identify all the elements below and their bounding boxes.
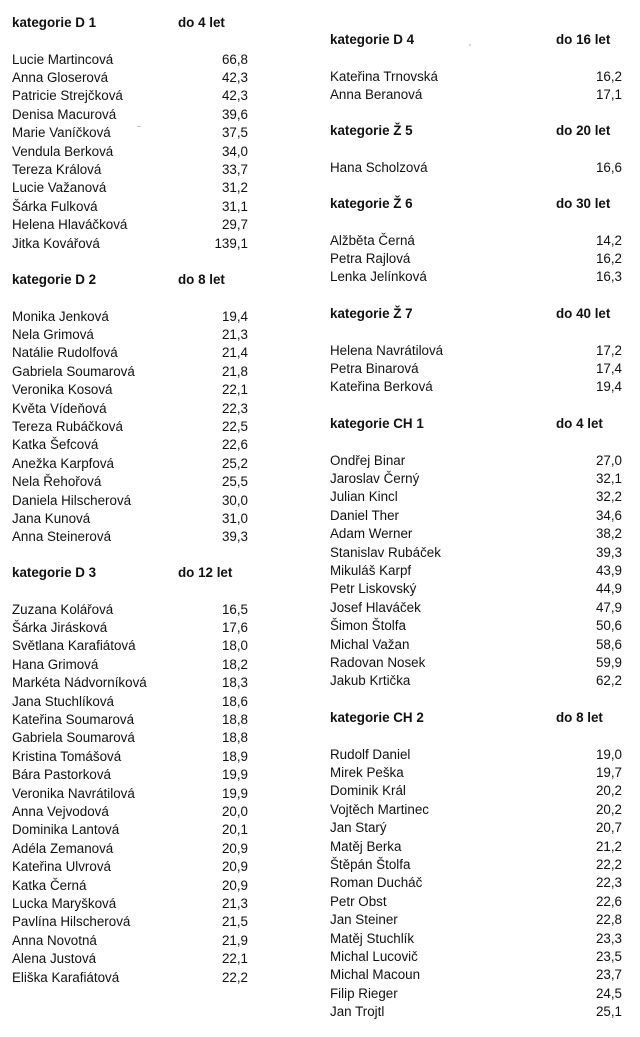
result-row <box>326 470 622 488</box>
category-title: kategorie CH 2 <box>330 710 424 725</box>
competitor-time: 19,9 <box>221 785 248 801</box>
competitor-time: 20,9 <box>221 877 248 893</box>
competitor-name: Mikuláš Karpf <box>330 563 412 578</box>
result-row <box>8 895 248 913</box>
competitor-name: Helena Hlaváčková <box>12 217 128 233</box>
category-header <box>326 31 622 49</box>
competitor-time: 23,7 <box>595 967 622 983</box>
competitor-name: Petr Obst <box>330 893 387 909</box>
competitor-time: 16,2 <box>595 68 622 84</box>
result-row <box>326 507 622 525</box>
competitor-name: Nela Grimová <box>12 327 94 342</box>
result-row <box>8 674 248 692</box>
category-header <box>326 709 622 727</box>
category-age-limit: do 4 let <box>178 15 225 30</box>
competitor-name: Hana Grimová <box>12 656 99 672</box>
result-row <box>326 948 622 966</box>
category-age-limit: do 12 let <box>178 565 233 580</box>
result-row <box>8 877 248 895</box>
competitor-time: 17,1 <box>595 87 622 102</box>
result-row <box>326 1003 622 1021</box>
result-row <box>326 342 622 360</box>
competitor-name: Petra Binarová <box>330 361 419 376</box>
competitor-time: 32,1 <box>595 471 622 486</box>
competitor-time: 31,0 <box>221 511 248 526</box>
category-age-limit: do 40 let <box>556 306 611 321</box>
category-age-limit: do 8 let <box>178 272 225 287</box>
competitor-name: Jan Trojtl <box>330 1004 385 1020</box>
competitor-name: Denisa Macurová <box>12 106 117 122</box>
competitor-time: 22,1 <box>221 382 248 398</box>
competitor-name: Matěj Stuchlík <box>330 930 415 946</box>
result-row <box>8 840 248 858</box>
competitor-time: 21,8 <box>221 363 248 379</box>
competitor-time: 21,2 <box>595 838 622 854</box>
competitor-time: 38,2 <box>595 526 622 542</box>
competitor-time: 58,6 <box>595 636 622 652</box>
result-row <box>8 87 248 105</box>
result-row <box>8 858 248 876</box>
competitor-time: 50,6 <box>595 618 622 634</box>
result-row <box>326 985 622 1003</box>
result-row <box>326 617 622 635</box>
competitor-name: Michal Macoun <box>330 967 421 983</box>
competitor-time: 39,3 <box>595 544 622 560</box>
competitor-time: 25,2 <box>221 455 248 471</box>
competitor-time: 44,9 <box>595 581 622 597</box>
competitor-time: 23,3 <box>595 930 622 946</box>
competitor-time: 19,4 <box>221 308 248 324</box>
result-row <box>8 637 248 655</box>
competitor-time: 18,9 <box>221 748 248 764</box>
competitor-time: 37,5 <box>221 125 248 141</box>
competitor-time: 18,0 <box>221 638 248 654</box>
competitor-time: 22,3 <box>595 875 622 891</box>
competitor-name: Hana Scholzová <box>330 159 428 175</box>
competitor-time: 16,6 <box>595 159 622 175</box>
category-title: kategorie Ž 6 <box>330 196 413 211</box>
result-row <box>326 562 622 580</box>
competitor-time: 20,9 <box>221 859 248 875</box>
result-row <box>326 599 622 617</box>
result-row <box>326 159 622 177</box>
competitor-name: Helena Navrátilová <box>330 342 444 358</box>
competitor-time: 16,5 <box>221 601 248 617</box>
result-row <box>8 69 248 87</box>
result-row <box>8 436 248 454</box>
result-row <box>326 580 622 598</box>
competitor-name: Anna Vejvodová <box>12 804 109 819</box>
competitor-time: 14,2 <box>595 232 622 248</box>
competitor-time: 34,0 <box>221 143 248 159</box>
competitor-name: Tereza Králová <box>12 162 102 177</box>
result-row <box>8 693 248 711</box>
competitor-name: Tereza Rubáčková <box>12 419 123 434</box>
competitor-time: 22,2 <box>595 857 622 872</box>
result-row <box>326 232 622 250</box>
result-row <box>8 766 248 784</box>
competitor-name: Julian Kincl <box>330 489 398 505</box>
result-row <box>326 746 622 764</box>
result-row <box>8 106 248 124</box>
category-age-limit: do 20 let <box>556 123 611 138</box>
competitor-time: 27,0 <box>595 452 622 468</box>
scan-dot <box>469 44 471 46</box>
result-row <box>8 528 248 546</box>
result-row <box>326 838 622 856</box>
result-row <box>326 68 622 86</box>
competitor-name: Ondřej Binar <box>330 452 406 468</box>
result-row <box>8 473 248 491</box>
result-row <box>326 378 622 396</box>
result-row <box>326 488 622 506</box>
competitor-name: Daniel Ther <box>330 507 399 523</box>
competitor-time: 25,1 <box>595 1004 622 1020</box>
category-title: kategorie Ž 7 <box>330 306 413 321</box>
competitor-name: Petr Liskovský <box>330 581 417 597</box>
category-age-limit: do 8 let <box>556 710 603 725</box>
category-title: kategorie D 4 <box>330 32 415 47</box>
result-row <box>8 418 248 436</box>
competitor-name: Patricie Strejčková <box>12 88 123 104</box>
result-row <box>8 198 248 216</box>
competitor-time: 16,3 <box>595 269 622 285</box>
competitor-name: Alena Justová <box>12 951 97 967</box>
competitor-time: 34,6 <box>595 507 622 523</box>
category-title: kategorie D 2 <box>12 272 97 287</box>
competitor-time: 20,2 <box>595 783 622 799</box>
category-header <box>326 415 622 433</box>
competitor-name: Mirek Peška <box>330 765 404 780</box>
competitor-name: Anna Gloserová <box>12 70 109 85</box>
result-row <box>326 250 622 268</box>
competitor-time: 32,2 <box>595 489 622 505</box>
competitor-time: 18,8 <box>221 712 248 727</box>
competitor-name: Jana Stuchlíková <box>12 693 114 709</box>
competitor-name: Josef Hlaváček <box>330 599 421 615</box>
category-title: kategorie CH 1 <box>330 416 424 431</box>
category-header <box>8 271 248 289</box>
competitor-name: Lucka Maryšková <box>12 896 117 911</box>
competitor-name: Alžběta Černá <box>330 232 415 248</box>
result-row <box>326 930 622 948</box>
competitor-time: 18,2 <box>221 656 248 672</box>
competitor-name: Zuzana Kolářová <box>12 601 114 617</box>
result-row <box>326 268 622 286</box>
competitor-time: 42,3 <box>221 70 248 85</box>
competitor-time: 22,2 <box>221 969 248 985</box>
competitor-name: Dominik Král <box>330 783 406 799</box>
competitor-name: Anežka Karpfová <box>12 455 114 471</box>
competitor-time: 19,7 <box>595 765 622 780</box>
result-row <box>326 764 622 782</box>
competitor-name: Natálie Rudolfová <box>12 345 118 361</box>
result-row <box>8 932 248 950</box>
competitor-time: 19,9 <box>221 767 248 783</box>
competitor-time: 22,6 <box>595 893 622 909</box>
competitor-name: Rudolf Daniel <box>330 746 411 762</box>
competitor-time: 21,5 <box>221 914 248 930</box>
competitor-time: 21,4 <box>221 345 248 361</box>
result-row <box>8 235 248 253</box>
competitor-name: Šimon Štolfa <box>330 618 406 634</box>
competitor-time: 21,3 <box>221 896 248 911</box>
category-age-limit: do 4 let <box>556 416 603 431</box>
result-row <box>326 966 622 984</box>
competitor-time: 29,7 <box>221 217 248 233</box>
result-row <box>8 969 248 987</box>
competitor-time: 47,9 <box>595 599 622 615</box>
competitor-time: 22,5 <box>221 419 248 434</box>
competitor-name: Filip Rieger <box>330 985 398 1001</box>
competitor-name: Kateřina Trnovská <box>330 68 438 84</box>
competitor-name: Katka Černá <box>12 877 87 893</box>
competitor-name: Stanislav Rubáček <box>330 544 441 560</box>
competitor-time: 30,0 <box>221 492 248 508</box>
competitor-time: 16,2 <box>595 251 622 266</box>
competitor-name: Petra Rajlová <box>330 251 411 266</box>
result-row <box>326 819 622 837</box>
result-row <box>326 636 622 654</box>
result-row <box>8 821 248 839</box>
competitor-name: Adam Werner <box>330 526 413 542</box>
competitor-name: Bára Pastorková <box>12 767 111 783</box>
result-row <box>8 619 248 637</box>
competitor-time: 22,1 <box>221 951 248 967</box>
competitor-time: 20,2 <box>595 801 622 817</box>
competitor-time: 25,5 <box>221 474 248 490</box>
competitor-name: Michal Lucovič <box>330 949 418 964</box>
competitor-name: Kateřina Soumarová <box>12 712 135 727</box>
competitor-name: Michal Važan <box>330 636 410 652</box>
competitor-name: Šárka Fulková <box>12 198 98 214</box>
result-row <box>8 326 248 344</box>
category-header <box>326 195 622 213</box>
competitor-name: Roman Ducháč <box>330 875 423 891</box>
competitor-time: 59,9 <box>595 655 622 670</box>
category-title: kategorie D 1 <box>12 15 97 30</box>
competitor-time: 39,6 <box>221 106 248 122</box>
result-row <box>326 452 622 470</box>
competitor-name: Jaroslav Černý <box>330 471 420 486</box>
competitor-name: Vendula Berková <box>12 143 114 159</box>
result-row <box>326 86 622 104</box>
result-row <box>8 711 248 729</box>
competitor-name: Radovan Nosek <box>330 655 426 670</box>
result-row <box>326 782 622 800</box>
competitor-time: 139,1 <box>214 235 248 251</box>
result-row <box>8 510 248 528</box>
competitor-name: Šárka Jirásková <box>12 620 108 635</box>
result-row <box>8 400 248 418</box>
competitor-time: 19,4 <box>595 379 622 395</box>
competitor-time: 20,7 <box>595 820 622 836</box>
result-row <box>8 601 248 619</box>
competitor-time: 22,6 <box>221 437 248 453</box>
competitor-name: Světlana Karafiátová <box>12 638 136 654</box>
competitor-time: 20,1 <box>221 822 248 838</box>
result-row <box>8 785 248 803</box>
competitor-time: 31,1 <box>221 198 248 214</box>
competitor-time: 21,9 <box>221 932 248 948</box>
result-row <box>8 492 248 510</box>
competitor-name: Jan Steiner <box>330 912 398 928</box>
category-header <box>326 305 622 323</box>
competitor-time: 20,9 <box>221 840 248 856</box>
category-header <box>8 14 248 32</box>
result-row <box>8 381 248 399</box>
competitor-time: 17,6 <box>221 620 248 635</box>
competitor-name: Gabriela Soumarová <box>12 730 135 746</box>
competitor-name: Anna Steinerová <box>12 529 112 545</box>
result-row <box>326 654 622 672</box>
competitor-name: Anna Novotná <box>12 932 97 948</box>
competitor-name: Lucie Martincová <box>12 51 114 67</box>
competitor-name: Veronika Kosová <box>12 382 113 398</box>
competitor-name: Daniela Hilscherová <box>12 492 132 508</box>
result-row <box>8 161 248 179</box>
competitor-time: 18,6 <box>221 693 248 709</box>
competitor-name: Nela Řehořová <box>12 474 102 490</box>
result-row <box>326 544 622 562</box>
result-row <box>8 308 248 326</box>
result-row <box>8 179 248 197</box>
competitor-time: 22,3 <box>221 400 248 416</box>
competitor-time: 62,2 <box>595 673 622 689</box>
competitor-name: Eliška Karafiátová <box>12 969 120 985</box>
competitor-name: Jitka Kovářová <box>12 235 100 251</box>
competitor-time: 19,0 <box>595 746 622 762</box>
competitor-name: Pavlína Hilscherová <box>12 914 131 930</box>
competitor-name: Jana Kunová <box>12 511 91 526</box>
result-row <box>326 801 622 819</box>
competitor-name: Kristina Tomášová <box>12 748 122 764</box>
competitor-time: 33,7 <box>221 162 248 177</box>
category-title: kategorie D 3 <box>12 565 97 580</box>
result-row <box>8 950 248 968</box>
result-row <box>8 363 248 381</box>
competitor-time: 39,3 <box>221 529 248 545</box>
result-row <box>8 51 248 69</box>
result-row <box>8 143 248 161</box>
competitor-name: Matěj Berka <box>330 838 402 854</box>
result-row <box>8 216 248 234</box>
competitor-name: Lenka Jelínková <box>330 269 427 285</box>
competitor-time: 17,4 <box>595 361 622 376</box>
competitor-name: Gabriela Soumarová <box>12 363 135 379</box>
category-header <box>326 122 622 140</box>
result-row <box>8 748 248 766</box>
competitor-name: Kateřina Berková <box>330 379 433 395</box>
category-age-limit: do 30 let <box>556 196 611 211</box>
competitor-time: 17,2 <box>595 342 622 358</box>
result-row <box>326 360 622 378</box>
competitor-name: Veronika Navrátilová <box>12 785 135 801</box>
competitor-time: 24,5 <box>595 985 622 1001</box>
result-row <box>8 124 248 142</box>
competitor-name: Vojtěch Martinec <box>330 801 429 817</box>
scan-mark <box>137 126 141 127</box>
competitor-name: Adéla Zemanová <box>12 840 114 856</box>
result-row <box>326 856 622 874</box>
competitor-name: Jakub Krtička <box>330 673 411 689</box>
competitor-time: 66,8 <box>221 51 248 67</box>
result-row <box>326 525 622 543</box>
competitor-name: Markéta Nádvorníková <box>12 675 147 691</box>
competitor-name: Květa Vídeňová <box>12 400 107 416</box>
result-row <box>8 656 248 674</box>
result-row <box>326 893 622 911</box>
competitor-name: Marie Vaníčková <box>12 125 111 141</box>
result-row <box>326 672 622 690</box>
competitor-time: 21,3 <box>221 327 248 342</box>
competitor-name: Štěpán Štolfa <box>330 857 411 872</box>
result-row <box>326 874 622 892</box>
competitor-time: 20,0 <box>221 804 248 819</box>
category-title: kategorie Ž 5 <box>330 123 413 138</box>
result-row <box>8 913 248 931</box>
result-row <box>8 344 248 362</box>
competitor-time: 22,8 <box>595 912 622 928</box>
competitor-time: 23,5 <box>595 949 622 964</box>
competitor-time: 31,2 <box>221 180 248 196</box>
competitor-name: Lucie Važanová <box>12 180 107 196</box>
competitor-name: Katka Šefcová <box>12 437 99 453</box>
result-row <box>8 455 248 473</box>
competitor-name: Dominika Lantová <box>12 822 120 838</box>
competitor-time: 18,3 <box>221 675 248 691</box>
competitor-name: Kateřina Ulvrová <box>12 859 111 875</box>
competitor-time: 43,9 <box>595 563 622 578</box>
competitor-time: 42,3 <box>221 88 248 104</box>
category-age-limit: do 16 let <box>556 32 611 47</box>
competitor-name: Jan Starý <box>330 820 387 836</box>
result-row <box>8 729 248 747</box>
result-row <box>326 911 622 929</box>
competitor-name: Monika Jenková <box>12 308 109 324</box>
competitor-time: 18,8 <box>221 730 248 746</box>
competitor-name: Anna Beranová <box>330 87 423 102</box>
category-header <box>8 564 248 582</box>
result-row <box>8 803 248 821</box>
